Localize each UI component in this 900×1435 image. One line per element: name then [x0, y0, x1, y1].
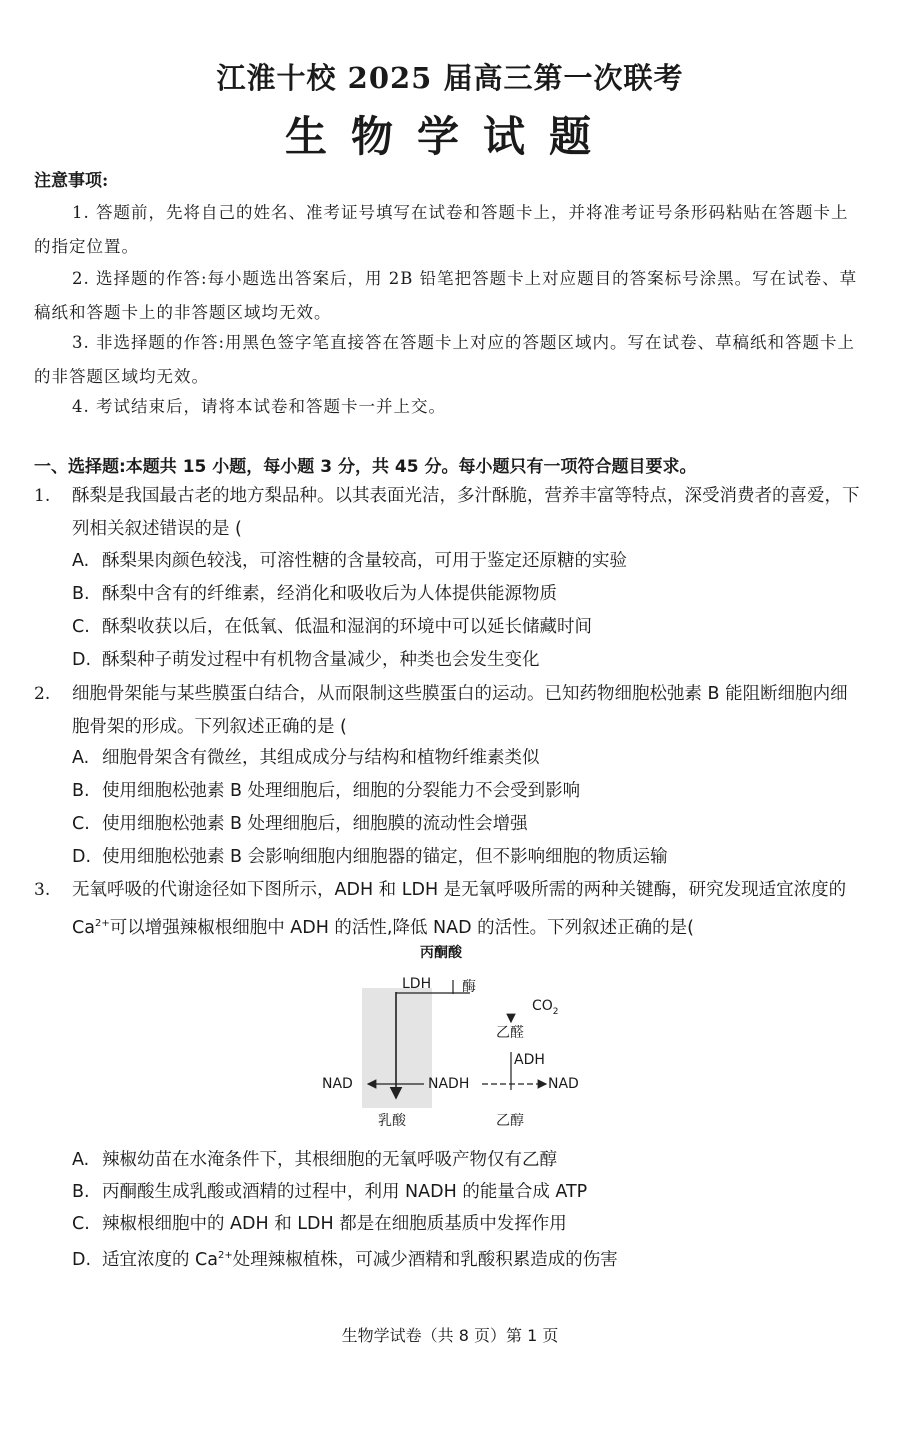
option-letter: D.: [72, 650, 92, 670]
pathway-arrows: [310, 940, 610, 1130]
question-3-stem: [72, 874, 862, 945]
question-3-option-d: [72, 1240, 862, 1276]
question-2-number: 2.: [34, 684, 51, 704]
option-letter: B.: [72, 584, 90, 604]
question-1-option-d: [72, 644, 862, 676]
nadh-label: NADH: [428, 1076, 470, 1092]
question-2-option-d: [72, 841, 862, 873]
stem-superscript: 2+: [94, 918, 110, 929]
page-footer: 生物学试卷（共 8 页）第 1 页: [341, 1326, 559, 1345]
option-text: 酥梨种子萌发过程中有机物含量减少，种类也会发生变化: [102, 650, 540, 670]
question-1-option-b: [72, 578, 862, 610]
question-2-option-b: [72, 775, 862, 807]
stem-text-1: 无氧呼吸的代谢途径如下图所示，ADH 和 LDH 是无氧呼吸所需的两种关键酶，研究发现适宜浓度的 Ca: [72, 880, 847, 938]
option-text-2: 处理辣椒植株，可减少酒精和乳酸积累造成的伤害: [232, 1249, 618, 1270]
enzyme-label: 酶: [462, 979, 476, 995]
exam-title: 江淮十校 2025 届高三第一次联考: [216, 61, 684, 95]
question-3-option-c: [72, 1208, 862, 1240]
scan-shading: [362, 988, 432, 1108]
option-text: 辣椒根细胞中的 ADH 和 LDH 都是在细胞质基质中发挥作用: [102, 1214, 567, 1234]
co2-label: [532, 998, 559, 1017]
option-text: 酥梨果肉颜色较浅，可溶性糖的含量较高，可用于鉴定还原糖的实验: [102, 551, 627, 571]
acetaldehyde-label: 乙醛: [496, 1025, 524, 1041]
option-letter: A.: [72, 551, 90, 571]
section-heading: 一、选择题:本题共 15 小题，每小题 3 分，共 45 分。每小题只有一项符合题目要求。: [34, 457, 697, 477]
co2-text: CO: [532, 998, 553, 1014]
option-superscript: 2+: [218, 1250, 233, 1261]
subject-title: 生物学试题: [284, 112, 615, 161]
option-text: 丙酮酸生成乳酸或酒精的过程中，利用 NADH 的能量合成 ATP: [102, 1182, 588, 1202]
adh-label: ADH: [514, 1052, 545, 1068]
option-text-1: 适宜浓度的 Ca: [102, 1249, 219, 1270]
metabolic-pathway-diagram: [310, 940, 610, 1130]
stem-text-2: 可以增强辣椒根细胞中 ADH 的活性,降低 NAD 的活性。下列叙述正确的是(: [109, 917, 694, 938]
question-1-option-a: [72, 545, 862, 577]
notice-item-4: 4. 考试结束后，请将本试卷和答题卡一并上交。: [72, 397, 446, 416]
question-3-option-b: [72, 1176, 862, 1208]
question-3-option-a: [72, 1144, 862, 1176]
option-letter: D.: [72, 1249, 92, 1270]
option-text: 辣椒幼苗在水淹条件下，其根细胞的无氧呼吸产物仅有乙醇: [102, 1150, 557, 1170]
option-text: 细胞骨架含有微丝，其组成成分与结构和植物纤维素类似: [102, 748, 540, 768]
option-letter: B.: [72, 1182, 90, 1202]
option-text: 使用细胞松弛素 B 处理细胞后，细胞膜的流动性会增强: [102, 814, 528, 834]
pyruvate-label: 丙酮酸: [420, 945, 462, 961]
notice-item-1: 1. 答题前，先将自己的姓名、准考证号填写在试卷和答题卡上，并将准考证号条形码粘贴在答题卡上的指定位置。: [34, 203, 849, 256]
option-text: 酥梨中含有的纤维素，经消化和吸收后为人体提供能源物质: [102, 584, 557, 604]
ethanol-label: 乙醇: [496, 1113, 524, 1129]
nad-left-label: NAD: [322, 1076, 353, 1092]
question-2-option-c: [72, 808, 862, 840]
option-text: 使用细胞松弛素 B 处理细胞后，细胞的分裂能力不会受到影响: [102, 781, 581, 801]
option-text: 使用细胞松弛素 B 会影响细胞内细胞器的锚定，但不影响细胞的物质运输: [102, 847, 668, 867]
co2-subscript: 2: [552, 1006, 559, 1017]
option-letter: C.: [72, 617, 90, 637]
option-text: 酥梨收获以后，在低氧、低温和湿润的环境中可以延长储藏时间: [102, 617, 592, 637]
option-letter: C.: [72, 1214, 90, 1234]
question-1-stem: 酥梨是我国最古老的地方梨品种。以其表面光洁，多汁酥脆，营养丰富等特点，深受消费者的喜爱，下列相关叙述错误的是 (: [72, 486, 860, 539]
question-1-number: 1.: [34, 486, 51, 506]
lactate-label: 乳酸: [378, 1113, 406, 1129]
notice-item-3: 3. 非选择题的作答:用黑色签字笔直接答在答题卡上对应的答题区域内。写在试卷、草稿纸和答题卡上的非答题区域均无效。: [34, 333, 856, 386]
option-letter: C.: [72, 814, 90, 834]
question-3-number: 3.: [34, 880, 51, 900]
option-letter: A.: [72, 748, 90, 768]
ldh-label: LDH: [402, 976, 432, 992]
option-letter: B.: [72, 781, 90, 801]
option-letter: D.: [72, 847, 92, 867]
notice-heading: 注意事项:: [34, 171, 109, 191]
question-2-option-a: [72, 742, 862, 774]
question-2-stem: 细胞骨架能与某些膜蛋白结合，从而限制这些膜蛋白的运动。已知药物细胞松弛素 B 能阻断细胞内细胞骨架的形成。下列叙述正确的是 (: [72, 684, 848, 737]
notice-item-2: 2. 选择题的作答:每小题选出答案后，用 2B 铅笔把答题卡上对应题目的答案标号涂黑。写在试卷、草稿纸和答题卡上的非答题区域均无效。: [34, 269, 858, 322]
option-letter: A.: [72, 1150, 90, 1170]
nad-right-label: NAD: [548, 1076, 579, 1092]
question-1-option-c: [72, 611, 862, 643]
